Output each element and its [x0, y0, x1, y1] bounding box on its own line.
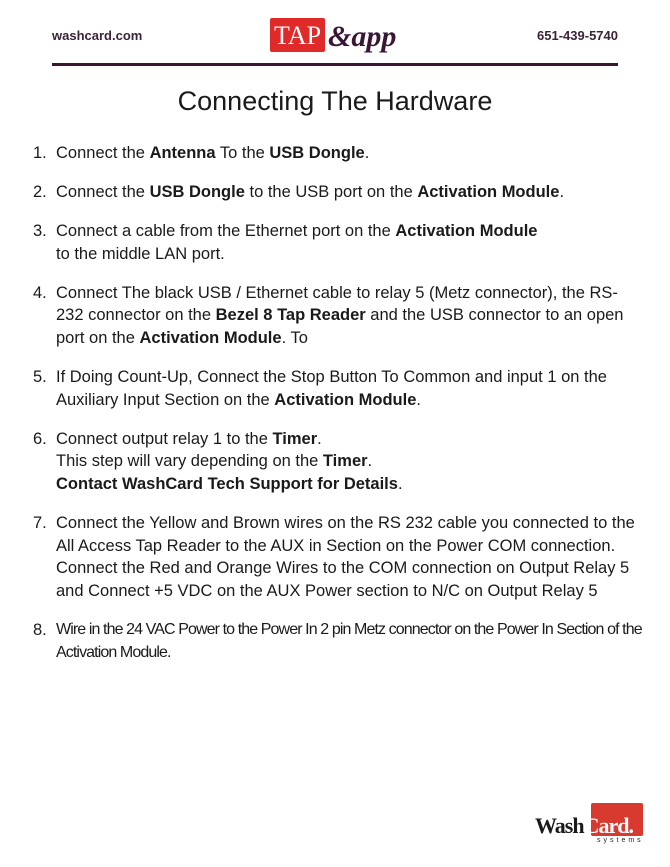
logo-tap: TAP — [270, 18, 325, 52]
bold-term: Activation Module — [395, 222, 538, 241]
step-item — [33, 181, 643, 204]
bold-term: USB Dongle — [269, 144, 365, 162]
bold-term: Timer — [272, 429, 318, 448]
website-link[interactable]: washcard.com — [52, 28, 143, 43]
step-number: 7. — [33, 514, 47, 533]
step-text — [56, 366, 643, 411]
text-run: . — [397, 475, 403, 494]
step-text — [56, 282, 643, 350]
bold-term: Antenna — [149, 144, 216, 162]
text-run: Connect the — [56, 144, 150, 162]
text-run: Wire in the 24 VAC Power to the Power In 2 pin Metz connector on the Power In Section of the Activation Module. — [56, 621, 642, 661]
step-text — [56, 220, 643, 265]
text-run: Connect output relay 1 to the — [56, 429, 273, 448]
step-number: 2. — [33, 183, 47, 202]
tap-and-app-logo — [270, 14, 396, 52]
step-item — [33, 428, 643, 496]
step-text — [56, 512, 643, 602]
text-run: . This step will vary depending on the — [56, 429, 322, 471]
logo-wash: Wash — [535, 813, 584, 838]
logo-app: &app — [328, 20, 397, 53]
text-run: and the USB connector to an open port on the — [56, 306, 624, 348]
text-run: to the middle LAN port. — [56, 244, 225, 263]
step-item — [33, 142, 643, 165]
text-run: To the — [215, 144, 270, 162]
bold-term: Activation Module — [274, 390, 417, 409]
header-divider — [52, 63, 618, 66]
text-run: . — [559, 183, 565, 202]
bold-term: Timer — [322, 452, 368, 471]
text-run: Connect the — [56, 183, 150, 202]
text-run: . To — [281, 329, 308, 348]
step-number: 3. — [33, 222, 47, 241]
text-run: Connect The black USB / Ethernet cable to relay 5 (Metz connector), the RS-232 connector on the — [56, 283, 618, 325]
text-run: Connect a cable from the Ethernet port on the — [56, 222, 396, 241]
washcard-systems-logo — [533, 803, 643, 845]
text-run: . — [367, 452, 373, 471]
bold-term: Activation Module — [417, 183, 560, 202]
bold-term: Bezel 8 Tap Reader — [215, 306, 366, 325]
step-text — [56, 181, 643, 204]
text-run: Connect the Yellow and Brown wires on the RS 232 cable you connected to the All Access Tap Reader to the AUX in Section on the Power COM connection. Connect the Red and Orange Wires to the COM connection on Output Relay 5 and Connect +5 VDC on the AUX Power section to N/C on Output Relay 5 — [56, 514, 635, 600]
step-item — [33, 366, 643, 411]
logo-wordmark — [535, 813, 633, 839]
text-run: . — [364, 144, 370, 162]
step-number: 1. — [33, 144, 47, 162]
step-number: 6. — [33, 429, 47, 448]
step-item — [33, 512, 643, 602]
page-title: Connecting The Hardware — [177, 86, 493, 116]
step-text — [56, 619, 643, 664]
text-run: If Doing Count-Up, Connect the Stop Button To Common and input 1 on the Auxiliary Input Section on the — [56, 368, 607, 409]
logo-systems: systems — [597, 837, 644, 844]
bold-term: Activation Module — [139, 329, 282, 348]
logo-card: Card. — [583, 813, 633, 838]
bold-term: Contact WashCard Tech Support for Details — [56, 475, 398, 494]
text-run: to the USB port on the — [244, 183, 418, 202]
step-item — [33, 282, 643, 350]
step-item — [33, 619, 643, 664]
step-text — [56, 142, 643, 165]
bold-term: USB Dongle — [149, 183, 245, 202]
step-text — [56, 428, 643, 496]
step-number: 5. — [33, 368, 47, 387]
steps-list — [33, 142, 643, 681]
step-number: 4. — [33, 283, 47, 302]
phone-number: 651-439-5740 — [537, 28, 618, 43]
step-item — [33, 220, 643, 265]
text-run: . — [416, 390, 421, 409]
step-number: 8. — [33, 621, 47, 639]
